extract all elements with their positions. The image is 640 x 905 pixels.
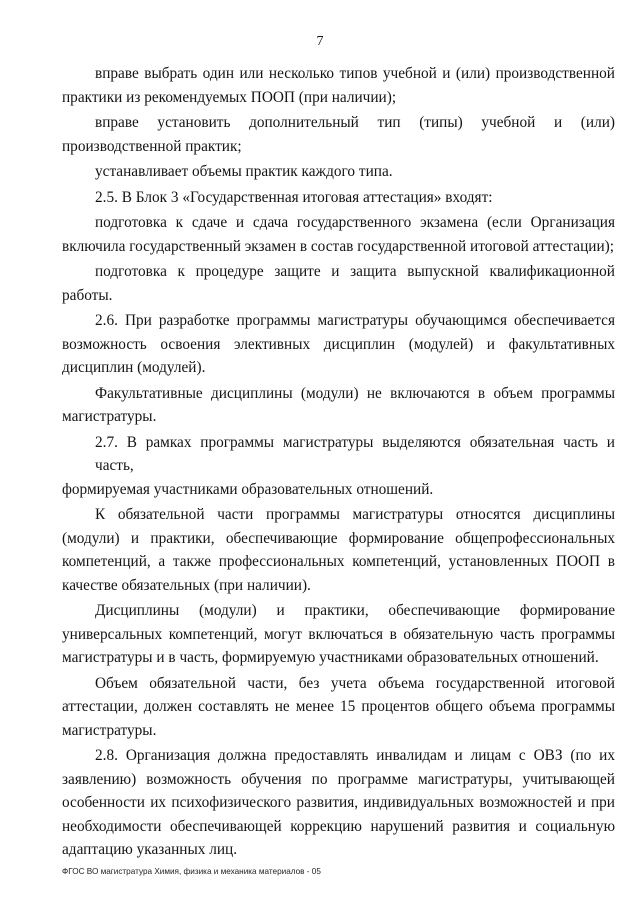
paragraph xyxy=(62,672,615,743)
paragraph-line: адаптацию указанных лиц. xyxy=(62,841,238,858)
paragraph-line: особенности их психофизического развития, индивидуальных возможностей и при xyxy=(62,794,615,811)
paragraph xyxy=(95,186,615,210)
paragraph xyxy=(62,382,615,429)
paragraph-line: 2.5. В Блок 3 «Государственная итоговая аттестация» входят: xyxy=(95,188,493,206)
paragraph-line: 2.8. Организация должна предоставлять инвалидам и лицам с ОВЗ (по их xyxy=(95,747,615,764)
paragraph-line: вправе установить дополнительный тип (типы) учебной и (или) xyxy=(95,114,615,131)
paragraph-line: подготовка к сдаче и сдача государственного экзамена (если Организация xyxy=(95,214,615,231)
paragraph-line: магистратуры. xyxy=(62,721,157,739)
paragraph xyxy=(62,744,615,862)
paragraph xyxy=(62,260,615,307)
paragraph xyxy=(62,503,615,597)
paragraph-line: вправе выбрать один или несколько типов учебной и (или) производственной xyxy=(95,65,615,82)
paragraph-line: качестве обязательных (при наличии). xyxy=(62,576,311,594)
paragraph-line: 2.7. В рамках программы магистратуры выделяются обязательная часть и часть, xyxy=(95,433,615,474)
paragraph-line: устанавливает объемы практик каждого типа. xyxy=(95,163,393,180)
paragraph-line: необходимости обеспечивающей коррекцию нарушений развития и социальную xyxy=(62,817,615,835)
paragraph xyxy=(62,431,615,502)
paragraph-line: включила государственный экзамен в состав государственной итоговой аттестации); xyxy=(62,237,614,255)
paragraph-line: возможность освоения элективных дисциплин (модулей) и факультативных xyxy=(62,335,615,353)
document-footer: ФГОС ВО магистратура Химия, физика и механика материалов - 05 xyxy=(62,867,321,876)
paragraph-line: производственной практик; xyxy=(62,137,242,155)
paragraph-line: работы. xyxy=(62,286,113,304)
paragraph xyxy=(62,599,615,670)
paragraph-line: Факультативные дисциплины (модули) не включаются в объем программы xyxy=(95,384,615,402)
paragraph-line: компетенций, а также профессиональных компетенций, установленных ПООП в xyxy=(62,553,615,570)
paragraph xyxy=(62,111,615,158)
paragraph-line: аттестации, должен составлять не менее 15 процентов общего объема программы xyxy=(62,698,615,715)
paragraph-line: подготовка к процедуре защите и защита выпускной квалификационной xyxy=(95,263,615,280)
paragraph-line: практики из рекомендуемых ПООП (при наличии); xyxy=(62,88,397,106)
paragraph-line: формируемая участниками образовательных отношений. xyxy=(62,480,434,498)
paragraph-line: магистратуры и в часть, формируемую участниками образовательных отношений. xyxy=(62,649,599,666)
paragraph-line: 2.6. При разработке программы магистратуры обучающимся обеспечивается xyxy=(95,312,615,329)
paragraph-line: универсальных компетенций, могут включаться в обязательную часть программы xyxy=(62,625,615,643)
page-number: 7 xyxy=(316,34,324,49)
paragraph-line: магистратуры. xyxy=(62,408,157,425)
document-body xyxy=(62,62,615,864)
paragraph-line: заявлению) возможность обучения по программе магистратуры, учитывающей xyxy=(62,770,615,788)
paragraph xyxy=(95,160,615,184)
paragraph xyxy=(62,309,615,380)
paragraph xyxy=(62,211,615,258)
paragraph-line: дисциплин (модулей). xyxy=(62,359,206,376)
paragraph-line: К обязательной части программы магистратуры относятся дисциплины xyxy=(95,506,615,523)
paragraph-line: Объем обязательной части, без учета объема государственной итоговой xyxy=(95,674,615,692)
paragraph xyxy=(62,62,615,109)
paragraph-line: (модули) и практики, обеспечивающие формирование общепрофессиональных xyxy=(62,529,615,547)
paragraph-line: Дисциплины (модули) и практики, обеспечивающие формирование xyxy=(95,602,615,619)
